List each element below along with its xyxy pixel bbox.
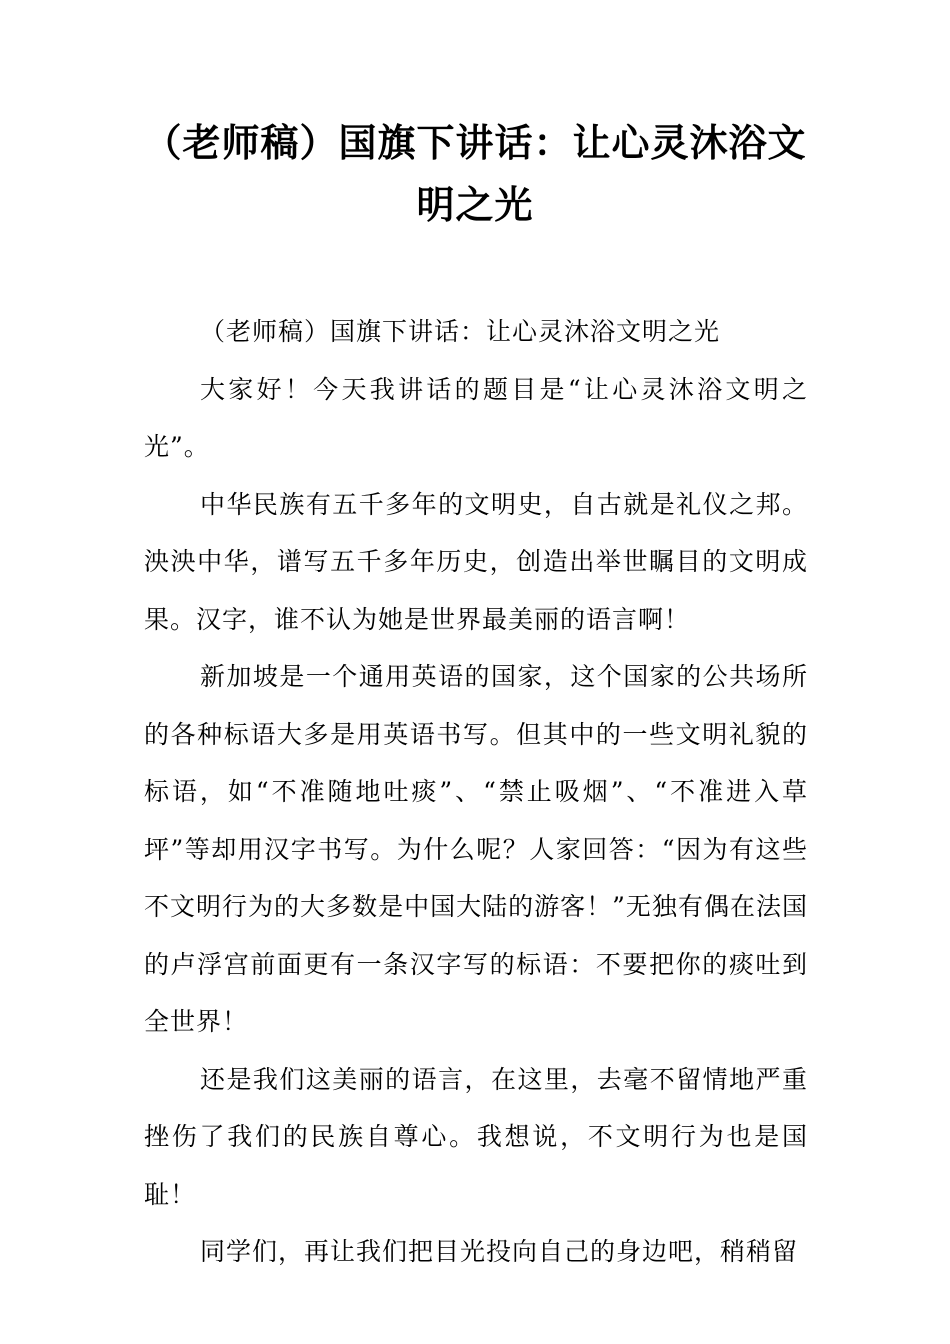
paragraph-classmates: 同学们，再让我们把目光投向自己的身边吧，稍稍留 — [200, 1237, 799, 1266]
paragraph-national-shame: 还是我们这美丽的语言，在这里，去毫不留情地严重挫伤了我们的民族自尊心。我想说，不文明行为也是国耻！ — [144, 1064, 808, 1209]
paragraph-history: 中华民族有五千多年的文明史，自古就是礼仪之邦。泱泱中华，谱写五千多年历史，创造出举世瞩目的文明成果。汉字，谁不认为她是世界最美丽的语言啊！ — [144, 489, 808, 634]
document-body — [144, 303, 808, 1281]
document-title: （老师稿）国旗下讲话：让心灵沐浴文明之光 — [143, 121, 807, 227]
paragraph-singapore: 新加坡是一个通用英语的国家，这个国家的公共场所的各种标语大多是用英语书写。但其中的一些文明礼貌的标语，如“不准随地吐痰”、“禁止吸烟”、“不准进入草坪”等却用汉字书写。为什么呢？人家回答：“因为有这些不文明行为的大多数是中国大陆的游客！”无独有偶在法国的卢浮宫前面更有一条汉字写的标语：不要把你的痰吐到全世界！ — [144, 662, 808, 1036]
paragraph-subtitle: （老师稿）国旗下讲话：让心灵沐浴文明之光 — [200, 317, 721, 346]
paragraph-greeting: 大家好！今天我讲话的题目是“让心灵沐浴文明之光”。 — [144, 374, 808, 461]
